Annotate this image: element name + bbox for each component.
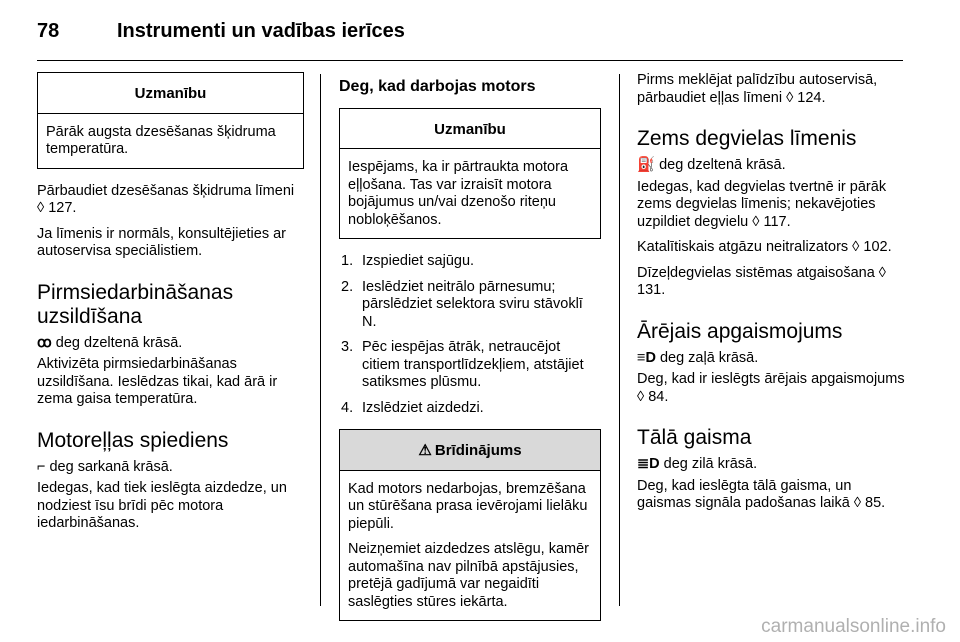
indicator-line (637, 350, 905, 368)
exterior-light-icon: ≡D (637, 349, 656, 366)
indicator-line (637, 157, 905, 175)
list-item: 3. Pēc iespējas ātrāk, netraucējot citiem transportlīdzekļiem, atstājiet satiksmes plūsmu. (341, 339, 584, 390)
indicator-text: deg sarkanā krāsā. (49, 458, 173, 475)
page-header (37, 18, 903, 61)
section-heading: Ārējais apgaismojums (637, 319, 843, 343)
indicator-line (37, 459, 304, 477)
caution-box-text: Iespējams, ka ir pārtraukta motora eļļošana. Tas var izraisīt motora bojājumus un/vai dzenošo riteņu nobloķēšanos. (348, 159, 569, 228)
paragraph: Dīzeļdegvielas sistēmas atgaisošana ◊ 131. (637, 264, 886, 298)
paragraph: Pirms meklējat palīdzību autoservisā, pārbaudiet eļļas līmeni ◊ 124. (637, 72, 878, 106)
column-3 (637, 72, 905, 521)
warning-text: Neizņemiet aizdedzes atslēgu, kamēr automašīna nav pilnībā apstājusies, pretējā gadījumā var negaidīti saslēgties stūres iekārta. (348, 541, 589, 610)
list-item: 4. Izslēdziet aizdedzi. (341, 399, 484, 416)
section-heading: Pirmsiedarbināšanas uzsildīšana (37, 280, 234, 328)
indicator-text: deg zaļā krāsā. (659, 349, 759, 366)
list-item: 2. Ieslēdziet neitrālo pārnesumu; pārslēdziet selektora sviru stāvoklī N. (341, 278, 583, 330)
column-2 (339, 72, 601, 633)
list-item: 1. Izspiediet sajūgu. (341, 253, 475, 269)
glow-plug-icon: ꝏ (37, 334, 52, 351)
section-heading: Zems degvielas līmenis (637, 127, 857, 150)
caution-box-text: Pārāk augsta dzesēšanas šķidruma temperatūra. (46, 123, 276, 157)
column-divider (320, 74, 321, 606)
warning-triangle-icon: ⚠ (418, 442, 432, 459)
caution-box-title: Uzmanību (38, 73, 303, 114)
warning-box-title: ⚠ Brīdinājums (340, 430, 600, 471)
paragraph: Iedegas, kad degvielas tvertnē ir pārāk zems degvielas līmenis; nekavējoties uzpildiet degvielu ◊ 117. (637, 178, 887, 230)
oil-can-icon: ⌐ (37, 458, 46, 475)
paragraph: Deg, kad ir ieslēgts ārējais apgaismojums ◊ 84. (637, 371, 905, 405)
page-number: 78 (37, 20, 60, 42)
paragraph: Aktivizēta pirmsiedarbināšanas uzsildīšana. Ieslēdzas tikai, kad ārā ir zema gaisa temperatūra. (37, 356, 278, 407)
watermark: carmanualsonline.info (761, 616, 946, 637)
indicator-text: deg zilā krāsā. (663, 456, 758, 472)
paragraph: Iedegas, kad tiek ieslēgta aizdedze, un nodziest īsu brīdi pēc motora iedarbināšanas. (37, 480, 287, 531)
warning-box (339, 429, 601, 621)
paragraph: Ja līmenis ir normāls, konsultējieties ar autoservisa speciālistiem. (37, 225, 287, 259)
section-heading: Tālā gaisma (637, 426, 752, 449)
fuel-pump-icon: ⛽ (637, 157, 656, 173)
column-divider (619, 74, 620, 606)
indicator-line (37, 335, 304, 353)
page-title: Instrumenti un vadības ierīces (117, 20, 405, 42)
caution-box (37, 72, 304, 169)
paragraph: Deg, kad ieslēgta tālā gaisma, un gaismas signāla padošanas laikā ◊ 85. (637, 477, 886, 511)
indicator-text: deg dzeltenā krāsā. (659, 157, 786, 173)
subsection-heading: Deg, kad darbojas motors (339, 78, 536, 95)
paragraph: Katalītiskais atgāzu neitralizators ◊ 102. (637, 239, 892, 255)
high-beam-icon: ≣D (637, 456, 660, 472)
column-1 (37, 72, 304, 541)
caution-box (339, 108, 601, 240)
indicator-line (637, 456, 905, 474)
indicator-text: deg dzeltenā krāsā. (55, 334, 183, 351)
paragraph: Pārbaudiet dzesēšanas šķidruma līmeni ◊ 127. (37, 182, 295, 216)
caution-box-title: Uzmanību (340, 109, 600, 150)
section-heading: Motoreļļas spiediens (37, 428, 229, 452)
warning-text: Kad motors nedarbojas, bremzēšana un stūrēšana prasa ievērojami lielāku piepūli. (348, 480, 588, 532)
step-list (339, 253, 601, 417)
